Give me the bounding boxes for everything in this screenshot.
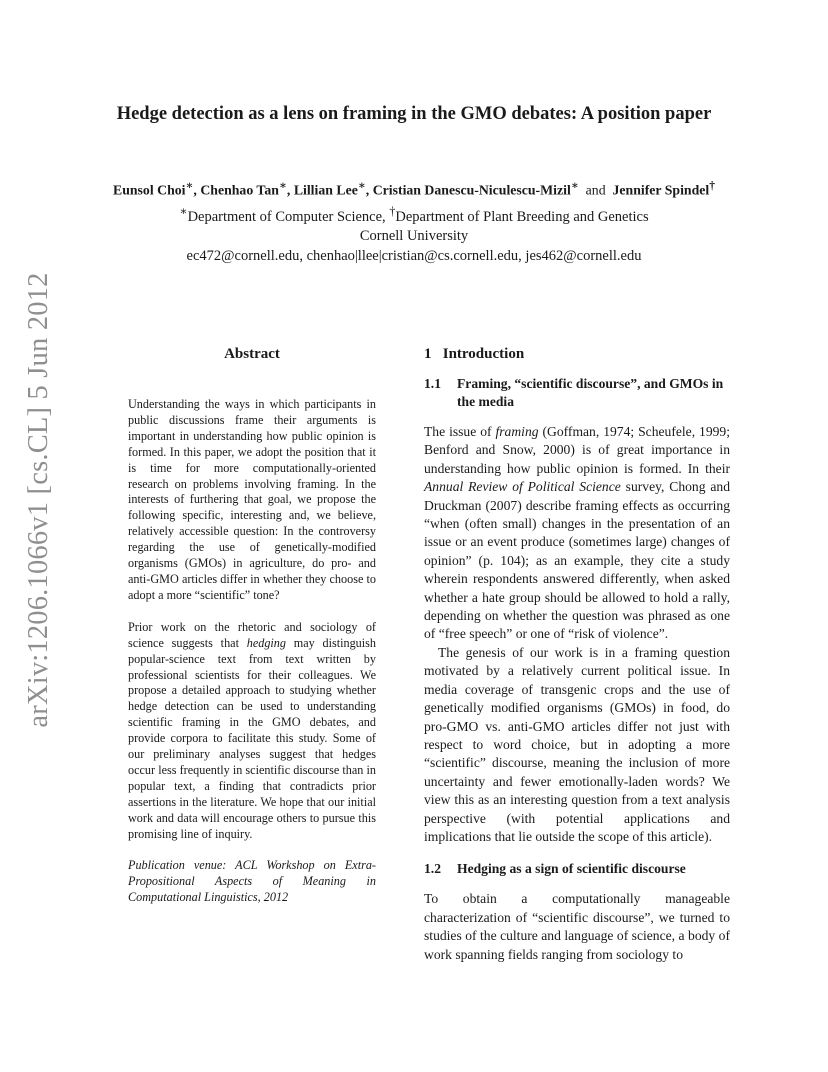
- emphasis: Annual Review of Political Science: [424, 479, 621, 495]
- emphasis: hedging: [246, 635, 286, 650]
- introduction-column: [424, 346, 730, 964]
- author-name: Cristian Danescu-Niculescu-Mizil: [372, 182, 571, 198]
- paper-title: Hedge detection as a lens on framing in the GMO debates: A position paper: [116, 104, 712, 124]
- abstract-heading: Abstract: [224, 346, 280, 362]
- author-names: Eunsol Choi∗, Chenhao Tan∗, Lillian Lee∗, Cristian Danescu-Niculescu-Mizil∗ and Jennifer Spindel†: [113, 180, 715, 198]
- subsection-heading: [424, 860, 730, 878]
- body-paragraph: To obtain a computationally manageable characterization of “scientific discourse”, we turned to studies of the culture and language of science, a body of work spanning fields ranging from sociology to: [424, 891, 730, 962]
- author-block: [0, 176, 828, 266]
- section-heading: [424, 346, 730, 363]
- affiliation-mark: †: [709, 180, 715, 192]
- body-paragraph: The issue of framing (Goffman, 1974; Scheufele, 1999; Benford and Snow, 2000) is of great importance in understanding how public opinion is formed. In their Annual Review of Political Science survey, Chong and Druckman (2007) describe framing effects as occurring “when (often small) changes in the presentation of an issue or an event produce (sometimes large) changes of opinion” (p. 104); as an example, they cite a study wherein respondents answered differently, when asked whether a hate group should be allowed to hold a rally, depending on whether the question was phrased as one of “free speech” or one of “risk of violence”.: [424, 424, 730, 642]
- subsection-title: Hedging as a sign of scientific discourse: [457, 861, 686, 877]
- subsection-title: Framing, “scientific discourse”, and GMOs in the media: [457, 376, 724, 409]
- subsection-heading: [424, 375, 730, 411]
- subsection-number: 1.2: [424, 861, 441, 877]
- abstract-paragraph: Prior work on the rhetoric and sociology of science suggests that hedging may distinguish popular-science text from text written by professional scientists for their colleagues. We propose a detailed approach to studying whether hedge detection can be used to understanding scientific framing in the GMO debates, and provide corpora to facilitate this study. Some of our preliminary analyses suggest that hedges occur less frequently in scientific discourse than in popular text, a finding that contradicts prior assertions in the literature. We hope that our initial work and data will encourage others to pursue this promising line of inquiry.: [128, 619, 377, 841]
- affiliation-mark: ∗: [570, 180, 579, 192]
- author-conjunction: and: [585, 182, 606, 198]
- abstract-column: [128, 346, 376, 906]
- body-paragraph: The genesis of our work is in a framing question motivated by a relatively current political issue. In media coverage of transgenic crops and the use of genetically modified organisms (GMOs) in food, do pro-GMO vs. anti-GMO articles differ not just with respect to word choice, but in adopting a more “scientific” discourse, meaning the inclusion of more uncertainty and fewer emotionally-laden words? We view this as an interesting question from a text analysis perspective (with potential applications and implications that lie outside the scope of this article).: [424, 644, 730, 844]
- emails: ec472@cornell.edu, chenhao|llee|cristian@cs.cornell.edu, jes462@cornell.edu: [186, 248, 642, 265]
- author-name: Jennifer Spindel: [612, 182, 710, 198]
- author-name: Eunsol Choi: [113, 182, 186, 198]
- subsection-number: 1.1: [424, 376, 441, 391]
- arxiv-identifier: [22, 272, 56, 728]
- arxiv-identifier-text: arXiv:1206.1066v1 [cs.CL] 5 Jun 2012: [23, 272, 54, 728]
- affiliation-cs: Department of Computer Science,: [187, 208, 390, 225]
- affiliation-mark: ∗: [185, 180, 194, 192]
- section-number: 1: [424, 346, 432, 362]
- author-name: Lillian Lee: [293, 182, 358, 198]
- affiliations: [0, 201, 828, 227]
- affiliation-mark: ∗: [278, 180, 287, 192]
- section-title: Introduction: [442, 346, 525, 362]
- author-name: Chenhao Tan: [200, 182, 279, 198]
- university: Cornell University: [359, 228, 469, 245]
- affiliation-plant: Department of Plant Breeding and Genetics: [395, 208, 649, 225]
- abstract-paragraph: Understanding the ways in which participants in public discussions frame their arguments is important in understanding how public opinion is formed. In this paper, we adopt the position that it is time for more computationally-oriented research on problems involving framing. In the interests of furthering that goal, we propose the following specific, interesting and, we believe, relatively accessible question: In the controversy regarding the use of genetically-modified organisms (GMOs) in agriculture, do pro- and anti-GMO articles differ in whether they choose to adopt a more “scientific” tone?: [128, 397, 376, 602]
- affiliation-mark: ∗: [357, 180, 366, 192]
- publication-venue: Publication venue: ACL Workshop on Extra-Propositional Aspects of Meaning in Computational Linguistics, 2012: [128, 858, 376, 905]
- affiliation-mark: ∗: [179, 203, 188, 218]
- affiliation-mark: †: [389, 203, 396, 218]
- emphasis: framing: [495, 424, 539, 439]
